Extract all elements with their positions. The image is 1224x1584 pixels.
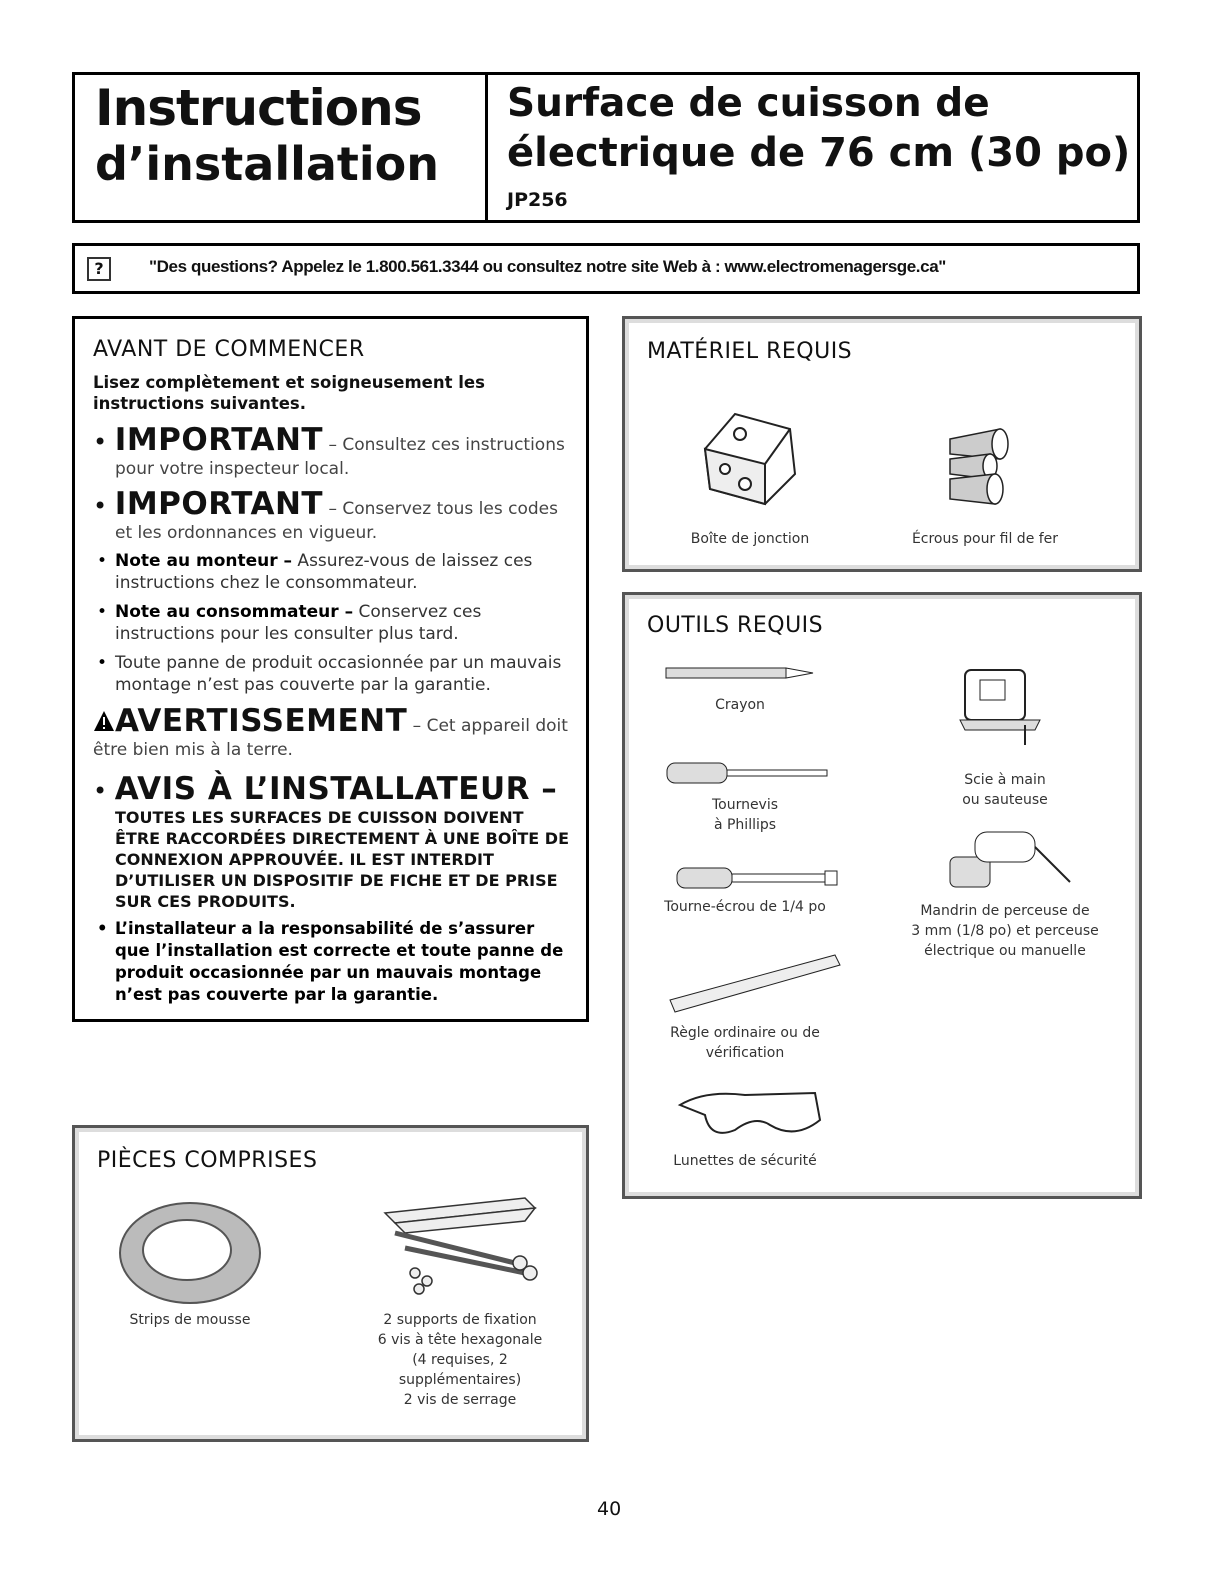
- brackets-screws-icon: [375, 1193, 545, 1303]
- ruler-caption: Règle ordinaire ou de vérification: [670, 1025, 820, 1061]
- header: [72, 72, 1140, 223]
- drill-icon: [945, 827, 1075, 897]
- important-label: IMPORTANT: [114, 422, 324, 458]
- junction-box-caption: Boîte de jonction: [690, 531, 810, 547]
- important-text: – Conservez tous les codes: [323, 499, 558, 519]
- title-line2: d’installation: [95, 137, 440, 191]
- required-materials-section: [622, 316, 1142, 572]
- notes-list: [93, 550, 573, 696]
- avis-body: TOUTES LES SURFACES DE CUISSON DOIVENT ÊTRE RACCORDÉES DIRECTEMENT À UNE BOÎTE DE CONNEXION APPROUVÉE. IL EST INTERDIT D’UTILISER UN DISPOSITIF DE FICHE ET DE PRISE SUR CES PRODUITS.: [115, 808, 570, 911]
- important-label: IMPORTANT: [114, 486, 324, 522]
- warning-icon: [93, 710, 115, 732]
- before-you-begin-section: [72, 316, 589, 1022]
- intro-text: Lisez complètement et soigneusement les instructions suivantes.: [93, 373, 485, 413]
- foam-strip-icon: [115, 1198, 265, 1308]
- header-divider: [485, 75, 488, 220]
- important-cont: et les ordonnances en vigueur.: [115, 523, 378, 543]
- ruler-icon: [665, 950, 845, 1020]
- warning-text: – Cet appareil doit: [407, 716, 568, 736]
- model-number: JP256: [507, 189, 568, 211]
- list-item: • L’installateur a la responsabilité de s’assurer que l’installation est correcte et toute panne de produit occasionnée par un mauvais montage n’est pas couverte par la garantie.: [93, 918, 573, 1006]
- question-icon: ?: [87, 257, 111, 281]
- pencil-caption: Crayon: [715, 697, 765, 713]
- section-title: AVANT DE COMMENCER: [93, 337, 365, 362]
- installer-list: [93, 918, 573, 1006]
- jigsaw-icon: [955, 665, 1045, 750]
- subtitle-line1: Surface de cuisson de: [507, 81, 990, 126]
- avis: • AVIS À L’INSTALLATEUR – TOUTES LES SURFACES DE CUISSON DOIVENT ÊTRE RACCORDÉES DIRECTEMENT À UNE BOÎTE DE CONNEXION APPROUVÉE. IL EST INTERDIT D’UTILISER UN DISPOSITIF DE FICHE ET DE PRISE SUR CES PRODUITS.: [93, 771, 573, 912]
- screwdriver-caption: Tournevis à Phillips: [711, 797, 779, 833]
- warning: [93, 703, 573, 761]
- safety-glasses-caption: Lunettes de sécurité: [673, 1153, 817, 1169]
- wire-nuts-caption: Écrous pour fil de fer: [911, 531, 1059, 547]
- screwdriver-icon: [665, 758, 835, 788]
- section-title: PIÈCES COMPRISES: [97, 1148, 318, 1173]
- subtitle-line2: électrique de 76 cm (30 po): [507, 130, 1131, 176]
- warning-cont: être bien mis à la terre.: [93, 740, 293, 760]
- safety-glasses-icon: [675, 1085, 825, 1145]
- list-item: • Note au monteur – Assurez-vous de laissez ces instructions chez le consommateur.: [93, 550, 573, 594]
- question-bar: [72, 243, 1140, 294]
- junction-box-icon: [695, 404, 805, 514]
- drill-caption: Mandrin de perceuse de 3 mm (1/8 po) et perceuse électrique ou manuelle: [911, 903, 1099, 959]
- avis-label: AVIS À L’INSTALLATEUR –: [114, 771, 558, 807]
- section-title: OUTILS REQUIS: [647, 613, 824, 638]
- important-text: – Consultez ces instructions: [323, 435, 565, 455]
- nut-driver-caption: Tourne-écrou de 1/4 po: [664, 899, 826, 915]
- important-cont: pour votre inspecteur local.: [115, 459, 350, 479]
- page-number: 40: [597, 1498, 622, 1520]
- warning-label: AVERTISSEMENT: [115, 703, 408, 739]
- nut-driver-icon: [675, 863, 840, 893]
- title-line1: Instructions: [95, 79, 422, 137]
- list-item: • Toute panne de produit occasionnée par un mauvais montage n’est pas couverte par la garantie.: [93, 652, 573, 696]
- included-parts-section: [72, 1125, 589, 1442]
- important-2: • IMPORTANT – Conservez tous les codes et les ordonnances en vigueur.: [93, 486, 573, 544]
- pencil-icon: [665, 665, 815, 681]
- section-title: MATÉRIEL REQUIS: [647, 339, 853, 364]
- foam-caption: Strips de mousse: [129, 1312, 251, 1328]
- question-text: "Des questions? Appelez le 1.800.561.3344 ou consultez notre site Web à : www.electromenagersge.ca": [149, 257, 946, 276]
- important-1: • IMPORTANT – Consultez ces instructions pour votre inspecteur local.: [93, 422, 573, 480]
- list-item: • Note au consommateur – Conservez ces instructions pour les consulter plus tard.: [93, 601, 573, 645]
- required-tools-section: [622, 592, 1142, 1199]
- wire-nuts-icon: [945, 419, 1035, 509]
- jigsaw-caption: Scie à main ou sauteuse: [962, 772, 1048, 808]
- brackets-caption: 2 supports de fixation 6 vis à tête hexagonale (4 requises, 2 supplémentaires) 2 vis de serrage: [377, 1312, 543, 1408]
